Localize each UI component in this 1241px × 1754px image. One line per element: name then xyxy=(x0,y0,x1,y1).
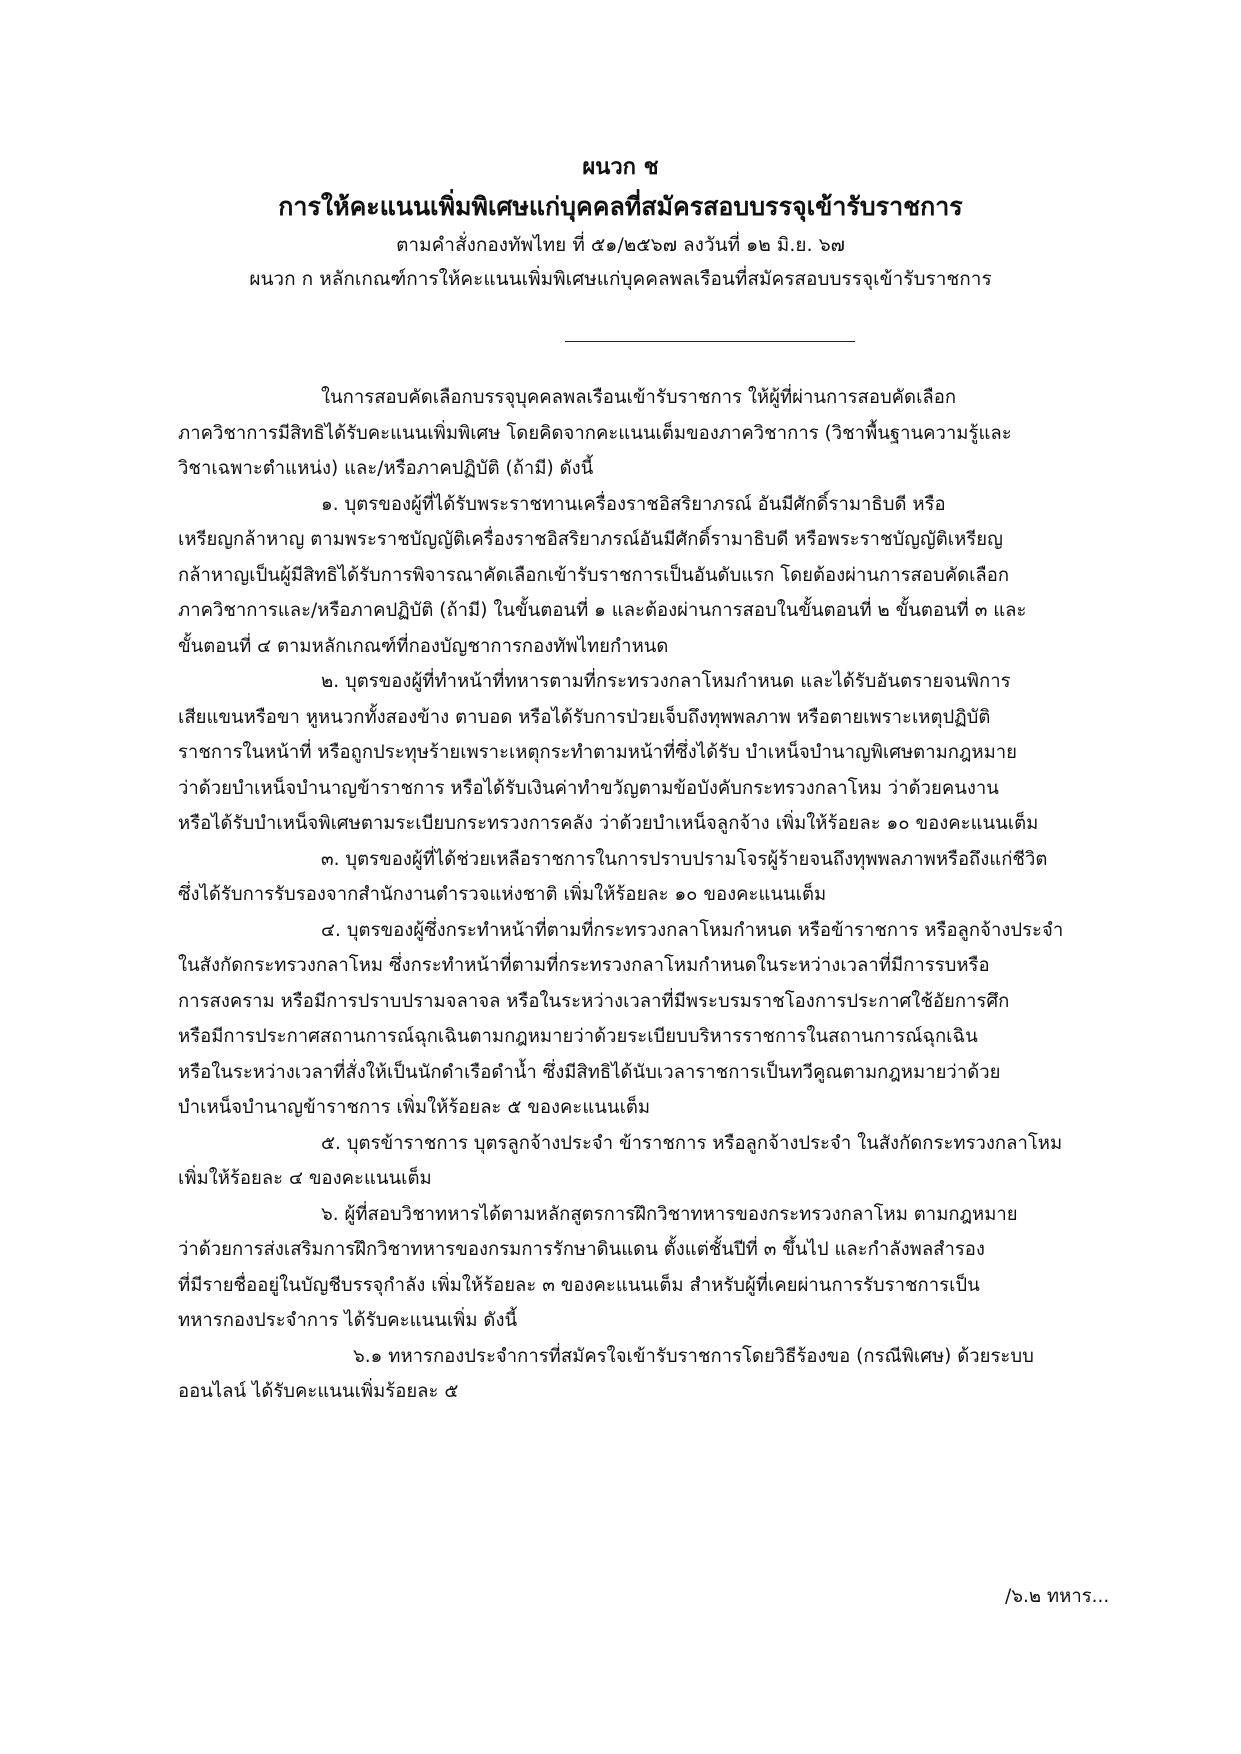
paragraph-line: ที่มีรายชื่ออยู่ในบัญชีบรรจุกำลัง เพิ่มให้ร้อยละ ๓ ของคะแนนเต็ม สำหรับผู้ที่เคยผ่านการรับราชการเป็น xyxy=(178,1274,980,1296)
document-body xyxy=(178,380,1126,1410)
paragraph xyxy=(178,1197,1126,1339)
paragraph xyxy=(178,1339,1126,1410)
paragraph-line: ๔. บุตรของผู้ซึ่งกระทำหน้าที่ตามที่กระทรวงกลาโหมกำหนด หรือข้าราชการ หรือลูกจ้างประจำ xyxy=(321,919,1064,941)
page-continuation: /๖.๒ ทหาร... xyxy=(1005,1586,1110,1607)
annex-label: ผนวก ช xyxy=(582,155,659,180)
paragraph xyxy=(178,842,1126,913)
paragraph-line: ทหารกองประจำการ ได้รับคะแนนเพิ่ม ดังนี้ xyxy=(178,1310,518,1331)
paragraph-line: เหรียญกล้าหาญ ตามพระราชบัญญัติเครื่องราชอิสริยาภรณ์อันมีศักดิ์รามาธิบดี หรือพระราชบัญญัติเหรียญ xyxy=(178,529,1003,550)
paragraph-line: ๓. บุตรของผู้ที่ได้ช่วยเหลือราชการในการปราบปรามโจรผู้ร้ายจนถึงทุพพลภาพหรือถึงแก่ชีวิต xyxy=(321,848,1048,870)
paragraph-line: ว่าด้วยการส่งเสริมการฝึกวิชาทหารของกรมการรักษาดินแดน ตั้งแต่ชั้นปีที่ ๓ ขึ้นไป และกำลังพลสำรอง xyxy=(178,1239,985,1260)
paragraph-line: เพิ่มให้ร้อยละ ๔ ของคะแนนเต็ม xyxy=(178,1168,432,1189)
paragraph-line: ๕. บุตรข้าราชการ บุตรลูกจ้างประจำ ข้าราชการ หรือลูกจ้างประจำ ในสังกัดกระทรวงกลาโหม xyxy=(321,1132,1063,1154)
paragraph-line: ภาควิชาการมีสิทธิได้รับคะแนนเพิ่มพิเศษ โดยคิดจากคะแนนเต็มของภาควิชาการ (วิชาพื้นฐานความรู้และ xyxy=(178,422,1012,444)
paragraph xyxy=(178,487,1126,665)
paragraph-line: ๒. บุตรของผู้ที่ทำหน้าที่ทหารตามที่กระทรวงกลาโหมกำหนด และได้รับอันตรายจนพิการ xyxy=(321,671,1011,692)
document-title: การให้คะแนนเพิ่มพิเศษแก่บุคคลที่สมัครสอบบรรจุเข้ารับราชการ xyxy=(278,192,963,221)
paragraph-line: ขั้นตอนที่ ๔ ตามหลักเกณฑ์ที่กองบัญชาการกองทัพไทยกำหนด xyxy=(178,635,669,657)
paragraph-line: หรือมีการประกาศสถานการณ์ฉุกเฉินตามกฎหมายว่าด้วยระเบียบบริหารราชการในสถานการณ์ฉุกเฉิน xyxy=(178,1026,978,1047)
paragraph-line: บำเหน็จบำนาญข้าราชการ เพิ่มให้ร้อยละ ๕ ของคะแนนเต็ม xyxy=(178,1097,651,1118)
document-header xyxy=(0,150,1241,296)
paragraph-line: หรือในระหว่างเวลาที่สั่งให้เป็นนักดำเรือดำน้ำ ซึ่งมีสิทธิได้นับเวลาราชการเป็นทวีคูณตามกฎหมายว่าด้วย xyxy=(178,1061,1001,1083)
paragraph-line: ในการสอบคัดเลือกบรรจุบุคคลพลเรือนเข้ารับราชการ ให้ผู้ที่ผ่านการสอบคัดเลือก xyxy=(321,387,957,408)
header-divider xyxy=(565,341,855,342)
paragraph-line: ๑. บุตรของผู้ที่ได้รับพระราชทานเครื่องราชอิสริยาภรณ์ อันมีศักดิ์รามาธิบดี หรือ xyxy=(321,493,946,515)
paragraph-line: กล้าหาญเป็นผู้มีสิทธิได้รับการพิจารณาคัดเลือกเข้ารับราชการเป็นอันดับแรก โดยต้องผ่านการสอบคัดเลือก xyxy=(178,564,1010,586)
paragraph-line: ราชการในหน้าที่ หรือถูกประทุษร้ายเพราะเหตุกระทำตามหน้าที่ซึ่งได้รับ บำเหน็จบำนาญพิเศษตามกฎหมาย xyxy=(178,742,1018,763)
paragraph xyxy=(178,913,1126,1126)
paragraph-line: ว่าด้วยบำเหน็จบำนาญข้าราชการ หรือได้รับเงินค่าทำขวัญตามข้อบังคับกระทรวงกลาโหม ว่าด้วยคนงาน xyxy=(178,777,999,799)
paragraph-line: ซึ่งได้รับการรับรองจากสำนักงานตำรวจแห่งชาติ เพิ่มให้ร้อยละ ๑๐ ของคะแนนเต็ม xyxy=(178,884,827,905)
order-reference: ตามคำสั่งกองทัพไทย ที่ ๕๑/๒๕๖๗ ลงวันที่ ๑๒ มิ.ย. ๖๗ xyxy=(396,234,845,256)
paragraph-line: ๖.๑ ทหารกองประจำการที่สมัครใจเข้ารับราชการโดยวิธีร้องขอ (กรณีพิเศษ) ด้วยระบบ xyxy=(353,1345,1034,1367)
paragraph-line: เสียแขนหรือขา หูหนวกทั้งสองข้าง ตาบอด หรือได้รับการป่วยเจ็บถึงทุพพลภาพ หรือตายเพราะเหตุปฏิบัติ xyxy=(178,706,991,728)
paragraph-line: หรือได้รับบำเหน็จพิเศษตามระเบียบกระทรวงการคลัง ว่าด้วยบำเหน็จลูกจ้าง เพิ่มให้ร้อยละ ๑๐ ของคะแนนเต็ม xyxy=(178,813,1039,834)
paragraph-line: ออนไลน์ ได้รับคะแนนเพิ่มร้อยละ ๕ xyxy=(178,1381,459,1402)
paragraph xyxy=(178,380,1126,487)
paragraph-line: ในสังกัดกระทรวงกลาโหม ซึ่งกระทำหน้าที่ตามที่กระทรวงกลาโหมกำหนดในระหว่างเวลาที่มีการรบหรือ xyxy=(178,955,990,976)
paragraph xyxy=(178,1126,1126,1197)
paragraph-line: ภาควิชาการและ/หรือภาคปฏิบัติ (ถ้ามี) ในขั้นตอนที่ ๑ และต้องผ่านการสอบในขั้นตอนที่ ๒ ขั้นตอนที่ ๓ และ xyxy=(178,600,1027,621)
paragraph xyxy=(178,664,1126,842)
paragraph-line: การสงคราม หรือมีการปราบปรามจลาจล หรือในระหว่างเวลาที่มีพระบรมราชโองการประกาศใช้อัยการศึก xyxy=(178,990,1010,1012)
annex-reference: ผนวก ก หลักเกณฑ์การให้คะแนนเพิ่มพิเศษแก่บุคคลพลเรือนที่สมัครสอบบรรจุเข้ารับราชการ xyxy=(249,268,992,290)
paragraph-line: ๖. ผู้ที่สอบวิชาทหารได้ตามหลักสูตรการฝึกวิชาทหารของกระทรวงกลาโหม ตามกฎหมาย xyxy=(321,1203,1018,1225)
paragraph-line: วิชาเฉพาะตำแหน่ง) และ/หรือภาคปฏิบัติ (ถ้ามี) ดังนี้ xyxy=(178,458,594,479)
